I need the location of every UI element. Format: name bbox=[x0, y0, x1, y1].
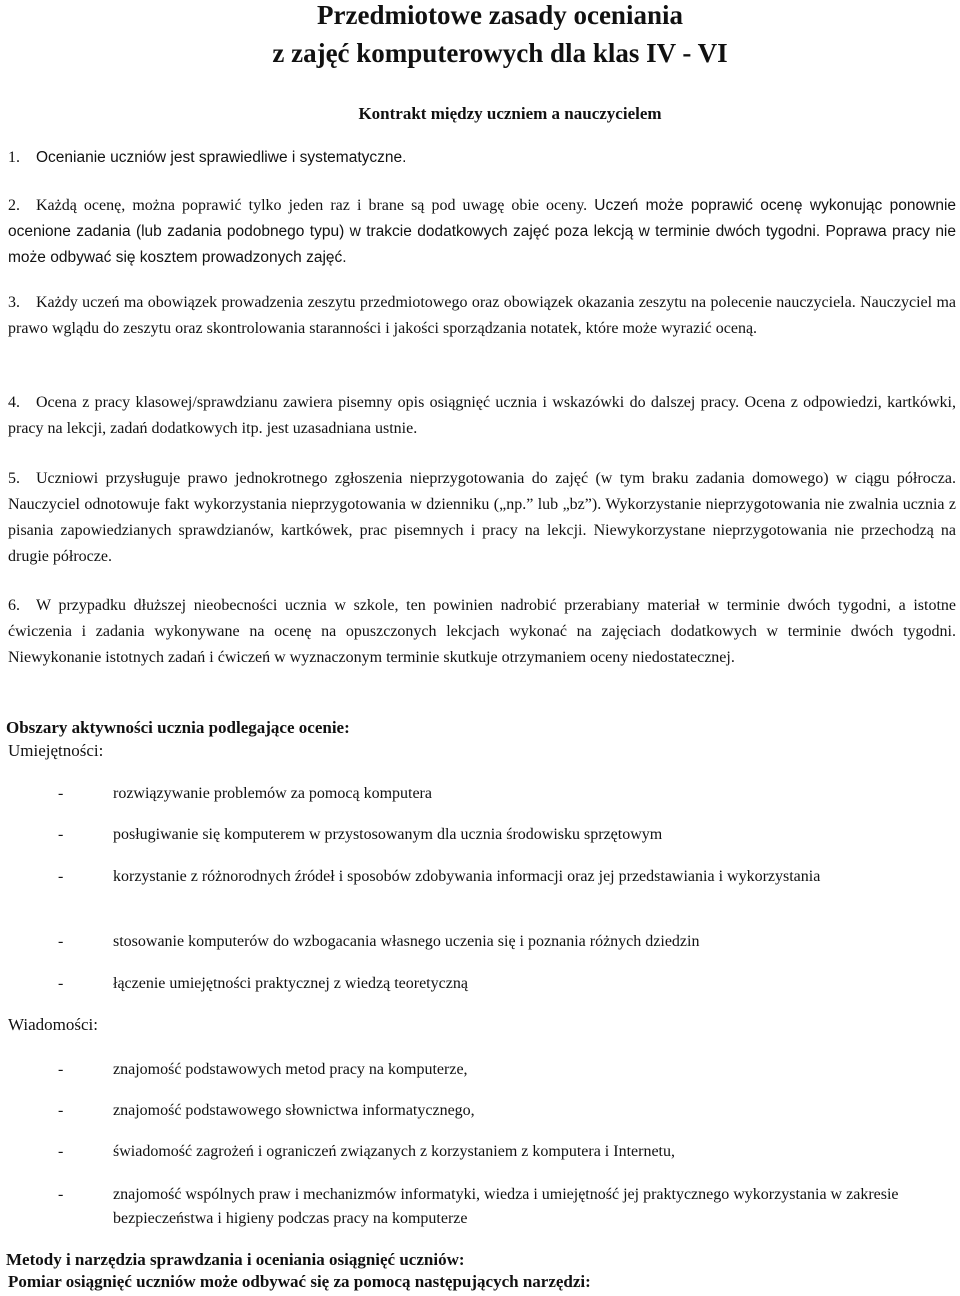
dash-bullet: - bbox=[58, 975, 64, 992]
skills-list-item bbox=[58, 972, 918, 996]
dash-bullet: - bbox=[58, 1143, 64, 1160]
skills-list-item bbox=[58, 865, 918, 889]
knowledge-list-item bbox=[58, 1140, 918, 1164]
skills-list-item bbox=[58, 930, 918, 954]
list-item-text: stosowanie komputerów do wzbogacania własnego uczenia się i poznania różnych dziedzin bbox=[113, 933, 700, 950]
page-subtitle: Kontrakt między uczniem a nauczycielem bbox=[358, 104, 662, 123]
rule-item-4 bbox=[8, 390, 956, 442]
dash-bullet: - bbox=[58, 1102, 64, 1119]
areas-heading: Obszary aktywności ucznia podlegające ocenie: bbox=[6, 718, 350, 737]
page-title-line-2: z zajęć komputerowych dla klas IV - VI bbox=[272, 38, 728, 68]
list-item-text: znajomość wspólnych praw i mechanizmów informatyki, wiedza i umiejętność jej praktycznego wykorzystania w zakresie bezpieczeństwa i higieny podczas pracy na komputerze bbox=[113, 1186, 899, 1227]
rule-number: 1. bbox=[8, 149, 20, 166]
skills-heading: Umiejętności: bbox=[8, 741, 104, 760]
list-item-text: znajomość podstawowego słownictwa informatycznego, bbox=[113, 1102, 475, 1119]
rule-text: Ocenianie uczniów jest sprawiedliwe i systematyczne. bbox=[36, 149, 407, 166]
list-item-text: łączenie umiejętności praktycznej z wiedzą teoretyczną bbox=[113, 975, 468, 992]
rule-number: 3. bbox=[8, 294, 20, 311]
rule-text: W przypadku dłuższej nieobecności ucznia w szkole, ten powinien nadrobić przerabiany materiał w terminie dwóch tygodni, a istotne ćwiczenia i zadania wykonywane na ocenę na opuszczonych lekcjach wykonać na zajęciach dodatkowych w terminie dwóch tygodni. Niewykonanie istotnych zadań i ćwiczeń w wyznaczonym terminie skutkuje otrzymaniem oceny niedostatecznej. bbox=[8, 597, 956, 666]
dash-bullet: - bbox=[58, 868, 64, 885]
rule-text: Każdy uczeń ma obowiązek prowadzenia zeszytu przedmiotowego oraz obowiązek okazania zeszytu na polecenie nauczyciela. Nauczyciel ma prawo wglądu do zeszytu oraz skontrolowania staranności i jakości sporządzania notatek, które może wyrazić oceną. bbox=[8, 294, 956, 337]
rule-number: 2. bbox=[8, 197, 20, 214]
rule-item-6 bbox=[8, 593, 956, 671]
methods-subheading: Pomiar osiągnięć uczniów może odbywać się za pomocą następujących narzędzi: bbox=[8, 1272, 591, 1291]
rule-number: 5. bbox=[8, 470, 20, 487]
rule-number: 6. bbox=[8, 597, 20, 614]
dash-bullet: - bbox=[58, 785, 64, 802]
skills-list-item bbox=[58, 823, 918, 847]
list-item-text: korzystanie z różnorodnych źródeł i sposobów zdobywania informacji oraz jej przedstawiania i wykorzystania bbox=[113, 868, 821, 885]
rule-text-continued: Uczeń może poprawić ocenę wykonując ponownie ocenione zadania (lub zadania podobnego typu) w trakcie dodatkowych zajęć poza lekcją w terminie dwóch tygodni. Poprawa pracy nie może odbywać się kosztem prowadzonych zajęć. bbox=[8, 197, 957, 266]
list-item-text: świadomość zagrożeń i ograniczeń związanych z korzystaniem z komputera i Internetu, bbox=[113, 1143, 675, 1160]
rule-text: Każdą ocenę, można poprawić tylko jeden raz i brane są pod uwagę obie oceny. bbox=[36, 197, 588, 214]
rule-item-1 bbox=[8, 145, 956, 171]
knowledge-list-item bbox=[58, 1183, 918, 1231]
dash-bullet: - bbox=[58, 933, 64, 950]
list-item-text: posługiwanie się komputerem w przystosowanym dla ucznia środowisku sprzętowym bbox=[113, 826, 663, 843]
knowledge-list-item bbox=[58, 1058, 918, 1082]
skills-list-item bbox=[58, 782, 918, 806]
methods-heading: Metody i narzędzia sprawdzania i oceniania osiągnięć uczniów: bbox=[6, 1250, 465, 1269]
rule-text: Uczniowi przysługuje prawo jednokrotnego zgłoszenia nieprzygotowania do zajęć (w tym braku zadania domowego) w ciągu półrocza. Nauczyciel odnotowuje fakt wykorzystania nieprzygotowania w dzienniku („np.” lub „bz”). Wykorzystanie nieprzygotowania nie zwalnia ucznia z pisania zapowiedzianych sprawdzianów, kartkówek, prac pisemnych i pracy na lekcji. Niewykorzystane nieprzygotowania nie przechodzą na drugie półrocze. bbox=[8, 470, 956, 565]
rule-number: 4. bbox=[8, 394, 20, 411]
rule-item-2 bbox=[8, 193, 956, 271]
knowledge-heading: Wiadomości: bbox=[8, 1015, 98, 1034]
list-item-text: znajomość podstawowych metod pracy na komputerze, bbox=[113, 1061, 468, 1078]
knowledge-list-item bbox=[58, 1099, 918, 1123]
dash-bullet: - bbox=[58, 1186, 64, 1203]
list-item-text: rozwiązywanie problemów za pomocą komputera bbox=[113, 785, 432, 802]
rule-item-5 bbox=[8, 466, 956, 570]
dash-bullet: - bbox=[58, 1061, 64, 1078]
rule-item-3 bbox=[8, 290, 956, 342]
rule-text: Ocena z pracy klasowej/sprawdzianu zawiera pisemny opis osiągnięć ucznia i wskazówki do dalszej pracy. Ocena z odpowiedzi, kartkówki, pracy na lekcji, zadań dodatkowych itp. jest uzasadniana ustnie. bbox=[8, 394, 956, 437]
page-title-line-1: Przedmiotowe zasady oceniania bbox=[317, 0, 683, 30]
dash-bullet: - bbox=[58, 826, 64, 843]
